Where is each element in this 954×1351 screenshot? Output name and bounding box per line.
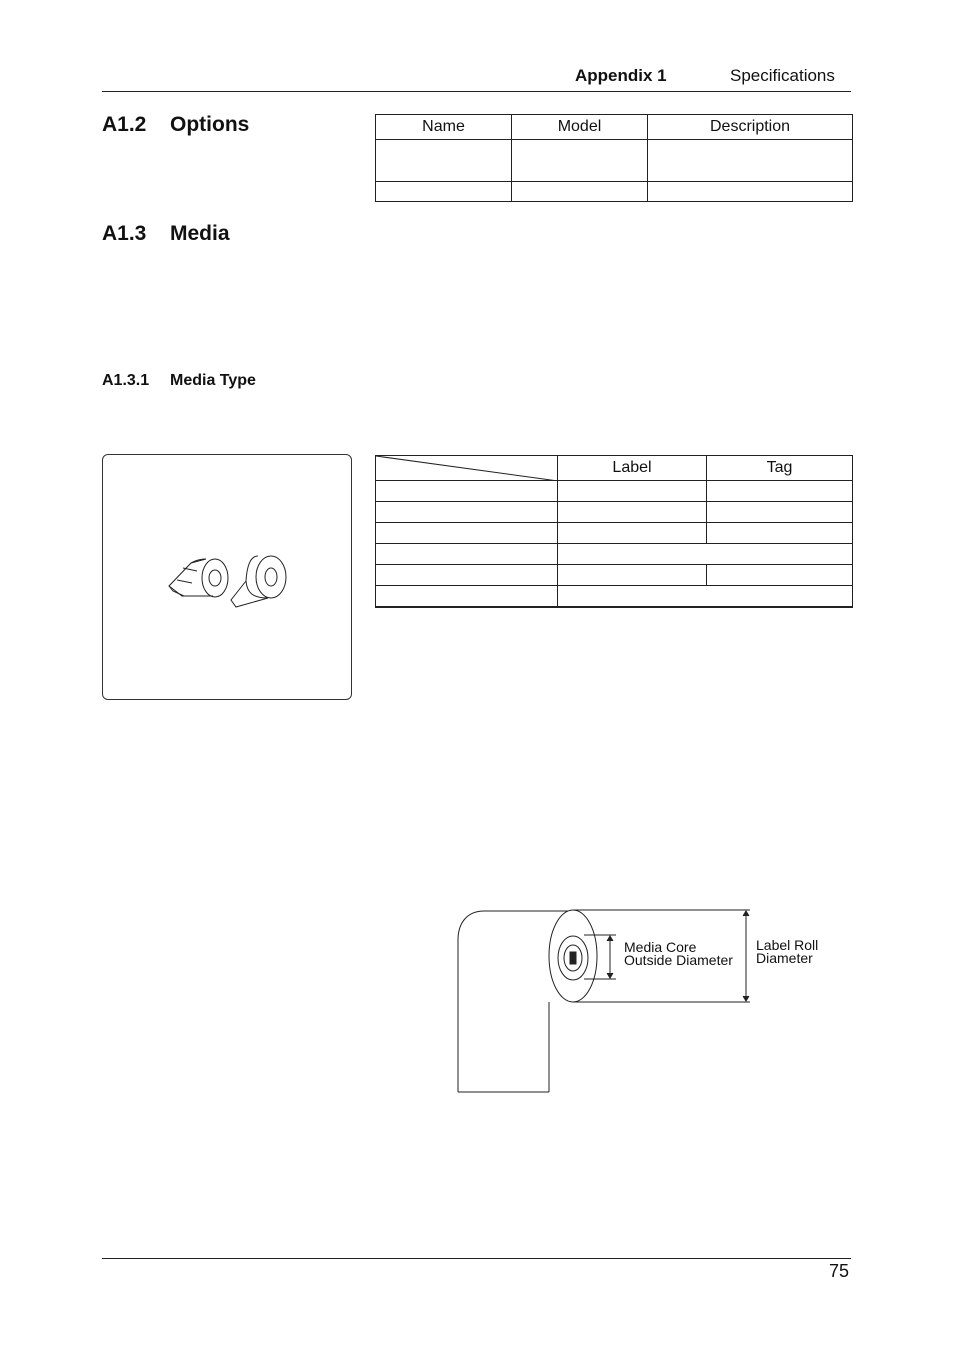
- media-core-diameter-label: [624, 941, 733, 967]
- table-cell: [376, 140, 512, 182]
- section-number: A1.2: [102, 113, 147, 136]
- table-row: [376, 481, 853, 502]
- table-cell: [558, 481, 707, 502]
- table-cell: [558, 565, 707, 586]
- table-header-row: [376, 456, 853, 481]
- table-cell: [558, 586, 853, 608]
- media-roll-diagram: [440, 900, 760, 1100]
- table-row: [376, 565, 853, 586]
- label-line: Media Core: [624, 939, 697, 955]
- subsection-number: A1.3.1: [102, 372, 150, 389]
- table-cell: [376, 182, 512, 202]
- media-type-table: [375, 455, 853, 608]
- table-cell: [648, 140, 853, 182]
- table-cell: [707, 481, 853, 502]
- subsection-heading-media-type: [102, 372, 256, 390]
- table-cell: [707, 502, 853, 523]
- table-cell: [376, 481, 558, 502]
- table-cell: [558, 544, 853, 565]
- table-cell: [376, 544, 558, 565]
- header-appendix: Appendix 1: [575, 66, 667, 85]
- header-divider: [102, 91, 851, 92]
- column-header-name: Name: [376, 115, 512, 140]
- label-roll-diameter-label: [756, 939, 818, 965]
- table-cell: [558, 523, 707, 544]
- table-row: [376, 586, 853, 608]
- table-cell: [707, 565, 853, 586]
- section-title: Media: [170, 222, 230, 245]
- table-cell: [558, 502, 707, 523]
- table-row: [376, 182, 853, 202]
- table-cell: [376, 565, 558, 586]
- table-cell: [648, 182, 853, 202]
- table-cell: [707, 523, 853, 544]
- footer-divider: [102, 1258, 851, 1259]
- label-roll-icon: [169, 559, 228, 597]
- page-number: 75: [829, 1261, 850, 1281]
- header-section-title: Specifications: [730, 66, 835, 85]
- diagonal-header-cell: [376, 456, 558, 481]
- table-header-row: [376, 115, 853, 140]
- media-illustration-box: [102, 454, 352, 700]
- table-row: [376, 544, 853, 565]
- section-heading-media: [102, 222, 230, 246]
- table-cell: [512, 140, 648, 182]
- table-cell: [376, 586, 558, 608]
- label-line: Outside Diameter: [624, 952, 733, 968]
- table-cell: [376, 502, 558, 523]
- options-table: [375, 114, 853, 202]
- table-row: [376, 502, 853, 523]
- column-header-label: Label: [558, 456, 707, 481]
- section-title: Options: [170, 113, 250, 136]
- subsection-title: Media Type: [170, 372, 256, 389]
- section-number: A1.3: [102, 222, 147, 245]
- table-row: [376, 523, 853, 544]
- tag-roll-icon: [231, 556, 286, 607]
- table-row: [376, 140, 853, 182]
- diagonal-line: [376, 456, 558, 481]
- column-header-model: Model: [512, 115, 648, 140]
- table-cell: [376, 523, 558, 544]
- column-header-tag: Tag: [707, 456, 853, 481]
- column-header-description: Description: [648, 115, 853, 140]
- section-heading-options: [102, 113, 249, 137]
- label-line: Diameter: [756, 950, 813, 966]
- table-cell: [512, 182, 648, 202]
- label-line: Label Roll: [756, 937, 819, 953]
- media-rolls-illustration: [103, 455, 351, 699]
